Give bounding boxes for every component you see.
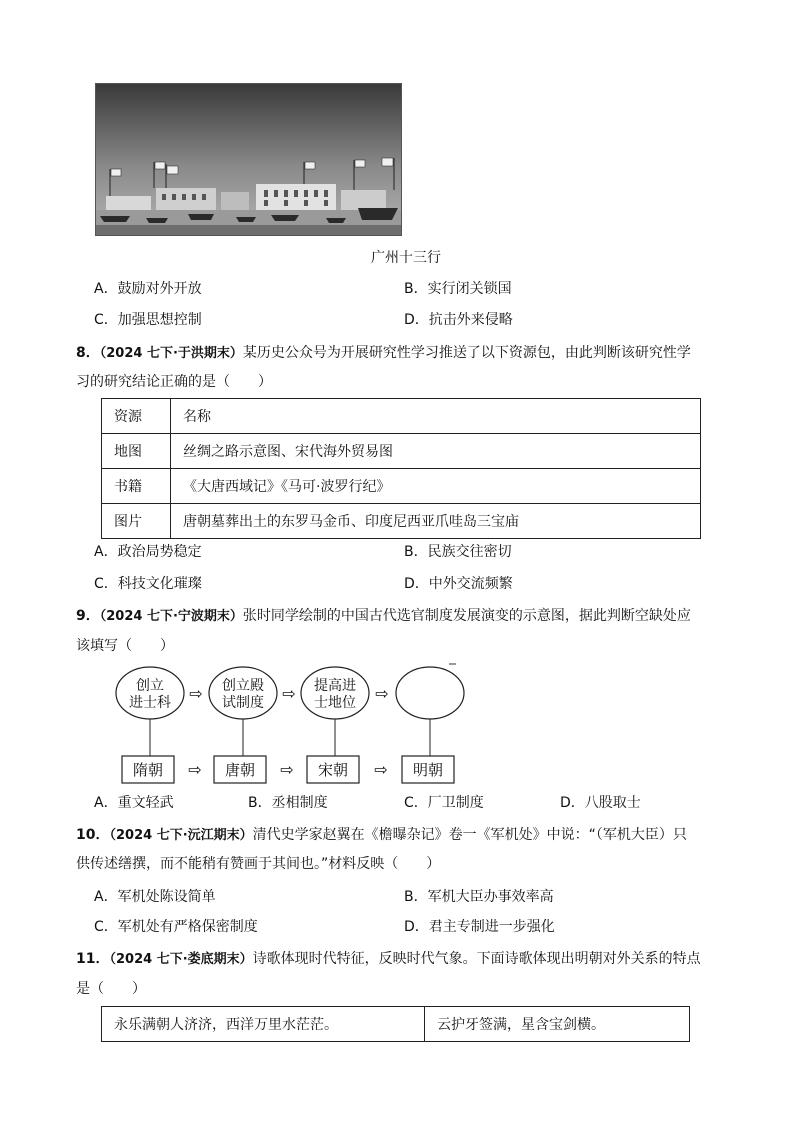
selection-system-diagram xyxy=(100,660,480,786)
q9-option-b[interactable]: B．丞相制度 xyxy=(248,795,328,811)
q11-poem-table xyxy=(101,1006,690,1042)
q11-source: （2024 七下·娄底期末） xyxy=(109,952,253,967)
dynasty-label-3: 宋朝 xyxy=(317,761,349,779)
q7-option-c[interactable]: C．加强思想控制 xyxy=(94,312,202,328)
q9-stem-line2: 该填写（ ） xyxy=(76,638,174,654)
q9-text: 张时同学绘制的中国古代选官制度发展演变的示意图，据此判断空缺处应 xyxy=(242,608,691,624)
q10-option-b[interactable]: B．军机大臣办事效率高 xyxy=(404,889,554,905)
q7-option-d[interactable]: D．抗击外来侵略 xyxy=(404,312,513,328)
oval-3-line2: 士地位 xyxy=(314,695,356,711)
table-row xyxy=(102,504,701,539)
q8-number: 8． xyxy=(76,345,100,361)
q9-stem-line1 xyxy=(76,606,716,627)
dynasty-label-2: 唐朝 xyxy=(224,761,256,779)
q8-option-d[interactable]: D．中外交流频繁 xyxy=(404,576,513,592)
oval-3-line1: 提高进 xyxy=(314,678,356,694)
poem-cell-1: 永乐满朝人济济，西洋万里水茫茫。 xyxy=(102,1007,425,1042)
q8-text: 某历史公众号为开展研究性学习推送了以下资源包，由此判断该研究性学 xyxy=(242,345,691,361)
q8-option-a[interactable]: A．政治局势稳定 xyxy=(94,544,202,560)
q8-option-b[interactable]: B．民族交往密切 xyxy=(404,544,512,560)
oval-1-line1: 创立 xyxy=(136,678,164,694)
q10-option-c[interactable]: C．军机处有严格保密制度 xyxy=(94,919,258,935)
q7-option-b[interactable]: B．实行闭关锁国 xyxy=(404,281,512,297)
q9-number: 9． xyxy=(76,608,100,624)
q9-option-d[interactable]: D．八股取士 xyxy=(560,795,641,811)
q10-text: 清代史学家赵翼在《檐曝杂记》卷一《军机处》中说：“（军机大臣）只 xyxy=(252,827,687,843)
table-cell: 书籍 xyxy=(102,469,171,504)
q8-option-c[interactable]: C．科技文化璀璨 xyxy=(94,576,202,592)
q7-option-a[interactable]: A．鼓励对外开放 xyxy=(94,281,202,297)
q11-number: 11． xyxy=(76,951,110,967)
oval-node-blank xyxy=(396,667,464,719)
oval-1-line2: 进士科 xyxy=(129,695,171,711)
q11-text: 诗歌体现时代特征，反映时代气象。下面诗歌体现出明朝对外关系的特点 xyxy=(252,951,701,967)
q9-option-c[interactable]: C．厂卫制度 xyxy=(404,795,484,811)
table-row xyxy=(102,469,701,504)
q10-number: 10． xyxy=(76,827,110,843)
q8-stem-line2: 习的研究结论正确的是（ ） xyxy=(76,374,272,390)
q10-stem-line1 xyxy=(76,825,716,846)
poem-cell-2: 云护牙签满，星含宝剑横。 xyxy=(425,1007,690,1042)
arrow-right-icon: ⇨ xyxy=(188,760,202,779)
oval-2-line1: 创立殿 xyxy=(222,678,264,694)
q11-stem-line2: 是（ ） xyxy=(76,981,146,997)
guangzhou-thirteen-hongs-photo xyxy=(95,83,402,236)
oval-2-line2: 试制度 xyxy=(222,695,264,711)
table-row xyxy=(102,399,701,434)
q8-resource-table xyxy=(101,398,701,539)
table-cell: 唐朝墓葬出土的东罗马金币、印度尼西亚爪哇岛三宝庙 xyxy=(171,504,701,539)
q10-option-a[interactable]: A．军机处陈设简单 xyxy=(94,889,216,905)
arrow-right-icon: ⇨ xyxy=(189,684,203,703)
arrow-right-icon: ⇨ xyxy=(375,684,389,703)
table-cell: 图片 xyxy=(102,504,171,539)
photo-caption: 广州十三行 xyxy=(371,250,441,266)
table-row xyxy=(102,434,701,469)
dynasty-label-1: 隋朝 xyxy=(132,761,164,779)
q8-source: （2024 七下·于洪期末） xyxy=(99,346,243,361)
q10-option-d[interactable]: D．君主专制进一步强化 xyxy=(404,919,555,935)
dynasty-label-4: 明朝 xyxy=(412,761,444,779)
q9-source: （2024 七下·宁波期末） xyxy=(99,609,243,624)
table-header-resource: 资源 xyxy=(102,399,171,434)
table-header-name: 名称 xyxy=(171,399,701,434)
harbor-painting-image xyxy=(96,84,401,235)
q9-option-a[interactable]: A．重文轻武 xyxy=(94,795,174,811)
table-cell: 丝绸之路示意图、宋代海外贸易图 xyxy=(171,434,701,469)
arrow-right-icon: ⇨ xyxy=(280,760,294,779)
table-cell: 《大唐西域记》《马可·波罗行纪》 xyxy=(171,469,701,504)
arrow-right-icon: ⇨ xyxy=(374,760,388,779)
table-row xyxy=(102,1007,690,1042)
q10-stem-line2: 供传述缮撰，而不能稍有赞画于其间也。”材料反映（ ） xyxy=(76,856,441,872)
q10-source: （2024 七下·沅江期末） xyxy=(109,828,253,843)
arrow-right-icon: ⇨ xyxy=(282,684,296,703)
q11-stem-line1 xyxy=(76,949,716,970)
q8-stem-line1 xyxy=(76,343,716,364)
table-cell: 地图 xyxy=(102,434,171,469)
